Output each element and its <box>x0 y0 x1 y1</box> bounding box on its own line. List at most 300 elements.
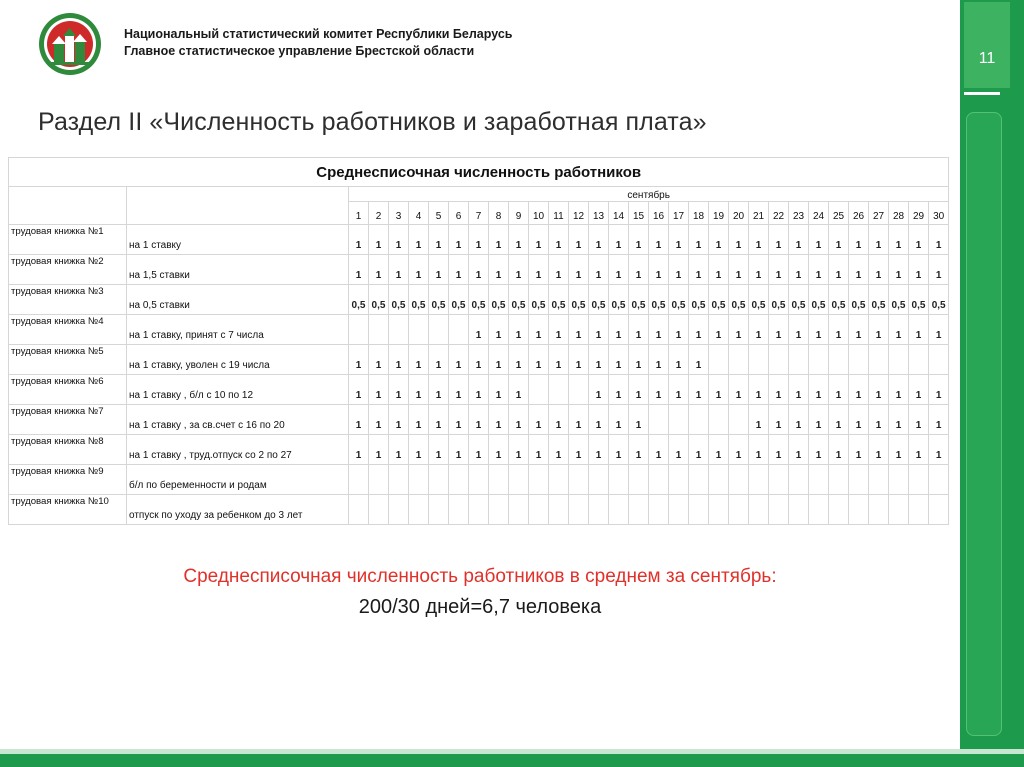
day-value-cell: 1 <box>749 225 769 255</box>
day-value-cell: 1 <box>789 225 809 255</box>
day-value-cell: 0,5 <box>529 285 549 315</box>
day-value-cell: 1 <box>809 375 829 405</box>
description-cell: на 0,5 ставки <box>127 285 349 315</box>
day-value-cell <box>589 465 609 495</box>
day-value-cell: 1 <box>649 435 669 465</box>
day-header: 10 <box>529 202 549 225</box>
day-value-cell <box>549 495 569 525</box>
day-value-cell: 1 <box>449 375 469 405</box>
day-header: 8 <box>489 202 509 225</box>
day-value-cell: 1 <box>449 345 469 375</box>
day-value-cell: 0,5 <box>589 285 609 315</box>
day-value-cell: 0,5 <box>729 285 749 315</box>
summary-formula: 200/30 дней=6,7 человека <box>358 596 602 618</box>
day-header: 18 <box>689 202 709 225</box>
page-number: 11 <box>978 50 996 67</box>
day-value-cell: 0,5 <box>709 285 729 315</box>
day-value-cell <box>429 465 449 495</box>
day-value-cell <box>829 465 849 495</box>
day-header: 11 <box>549 202 569 225</box>
day-value-cell <box>929 345 949 375</box>
table-row <box>9 435 949 465</box>
band-panel <box>966 112 1002 736</box>
day-value-cell: 1 <box>369 405 389 435</box>
day-value-cell <box>729 405 749 435</box>
day-value-cell: 0,5 <box>629 285 649 315</box>
day-value-cell: 0,5 <box>609 285 629 315</box>
day-value-cell: 1 <box>509 375 529 405</box>
day-value-cell: 1 <box>729 435 749 465</box>
day-value-cell <box>389 495 409 525</box>
day-value-cell <box>489 465 509 495</box>
day-value-cell <box>809 495 829 525</box>
day-value-cell <box>449 465 469 495</box>
table-heading: Среднесписочная численность работников <box>9 158 949 187</box>
day-value-cell: 1 <box>809 435 829 465</box>
day-header: 23 <box>789 202 809 225</box>
day-value-cell: 1 <box>649 225 669 255</box>
table-row <box>9 495 949 525</box>
day-header: 19 <box>709 202 729 225</box>
day-value-cell <box>649 495 669 525</box>
day-value-cell: 1 <box>409 375 429 405</box>
band-top-block <box>964 2 1010 88</box>
day-value-cell <box>849 465 869 495</box>
day-value-cell: 1 <box>829 225 849 255</box>
day-value-cell: 0,5 <box>849 285 869 315</box>
day-value-cell: 1 <box>909 255 929 285</box>
day-value-cell <box>629 495 649 525</box>
day-value-cell: 1 <box>509 225 529 255</box>
day-value-cell <box>469 495 489 525</box>
day-value-cell <box>829 495 849 525</box>
day-value-cell: 1 <box>729 315 749 345</box>
day-header: 3 <box>389 202 409 225</box>
day-value-cell: 1 <box>489 405 509 435</box>
band-divider <box>964 92 1000 95</box>
table-row <box>9 225 949 255</box>
description-cell: на 1 ставку , труд.отпуск со 2 по 27 <box>127 435 349 465</box>
day-value-cell: 1 <box>769 375 789 405</box>
day-value-cell <box>369 495 389 525</box>
day-value-cell: 1 <box>829 405 849 435</box>
day-value-cell: 1 <box>889 435 909 465</box>
day-value-cell <box>709 465 729 495</box>
day-value-cell: 1 <box>809 255 829 285</box>
day-value-cell <box>849 495 869 525</box>
day-value-cell: 1 <box>589 315 609 345</box>
section-title: Раздел II «Численность работников и заработная плата» <box>38 108 707 136</box>
day-value-cell: 1 <box>529 225 549 255</box>
day-value-cell <box>569 465 589 495</box>
day-value-cell: 1 <box>349 435 369 465</box>
day-header: 4 <box>409 202 429 225</box>
record-book-cell: трудовая книжка №1 <box>9 225 127 255</box>
description-cell: на 1 ставку, принят с 7 числа <box>127 315 349 345</box>
day-header: 24 <box>809 202 829 225</box>
day-value-cell: 1 <box>389 405 409 435</box>
day-value-cell: 1 <box>789 315 809 345</box>
record-book-cell: трудовая книжка №7 <box>9 405 127 435</box>
day-header: 28 <box>889 202 909 225</box>
org-line-1: Национальный статистический комитет Республики Беларусь <box>124 27 513 41</box>
day-value-cell: 1 <box>389 255 409 285</box>
day-value-cell: 1 <box>409 435 429 465</box>
table-row <box>9 465 949 495</box>
day-value-cell: 1 <box>349 255 369 285</box>
day-value-cell <box>869 465 889 495</box>
day-value-cell <box>789 495 809 525</box>
day-value-cell: 1 <box>889 375 909 405</box>
day-value-cell: 1 <box>429 225 449 255</box>
day-header: 30 <box>929 202 949 225</box>
day-value-cell <box>349 495 369 525</box>
day-value-cell: 0,5 <box>409 285 429 315</box>
day-header: 20 <box>729 202 749 225</box>
day-value-cell <box>909 495 929 525</box>
record-book-cell: трудовая книжка №8 <box>9 435 127 465</box>
day-value-cell: 1 <box>609 405 629 435</box>
day-value-cell: 1 <box>449 435 469 465</box>
day-value-cell: 1 <box>549 225 569 255</box>
description-cell: на 1 ставку <box>127 225 349 255</box>
day-value-cell <box>349 315 369 345</box>
day-value-cell <box>369 315 389 345</box>
day-value-cell <box>529 495 549 525</box>
day-value-cell <box>589 495 609 525</box>
day-value-cell <box>389 315 409 345</box>
day-value-cell: 1 <box>689 225 709 255</box>
day-value-cell: 0,5 <box>469 285 489 315</box>
day-value-cell: 1 <box>869 315 889 345</box>
day-value-cell: 0,5 <box>649 285 669 315</box>
day-value-cell: 1 <box>829 255 849 285</box>
day-value-cell <box>889 465 909 495</box>
day-value-cell: 1 <box>649 255 669 285</box>
day-header: 6 <box>449 202 469 225</box>
day-value-cell: 1 <box>609 225 629 255</box>
day-value-cell <box>749 345 769 375</box>
day-value-cell: 1 <box>849 405 869 435</box>
day-value-cell: 1 <box>429 435 449 465</box>
day-value-cell: 1 <box>809 405 829 435</box>
table-row <box>9 345 949 375</box>
day-value-cell: 1 <box>589 255 609 285</box>
day-value-cell: 1 <box>669 435 689 465</box>
day-header: 26 <box>849 202 869 225</box>
bottom-strip <box>0 754 1024 767</box>
day-value-cell <box>869 495 889 525</box>
day-value-cell <box>489 495 509 525</box>
coat-of-arms-logo <box>38 12 102 76</box>
record-book-cell: трудовая книжка №10 <box>9 495 127 525</box>
day-header: 7 <box>469 202 489 225</box>
day-value-cell: 0,5 <box>809 285 829 315</box>
day-value-cell: 1 <box>529 255 549 285</box>
record-book-cell: трудовая книжка №6 <box>9 375 127 405</box>
day-value-cell: 1 <box>629 435 649 465</box>
day-value-cell: 1 <box>789 255 809 285</box>
day-value-cell <box>369 465 389 495</box>
table-heading-row <box>9 158 949 187</box>
day-value-cell <box>829 345 849 375</box>
day-value-cell: 1 <box>389 345 409 375</box>
day-value-cell: 1 <box>509 345 529 375</box>
day-value-cell: 1 <box>549 405 569 435</box>
day-value-cell: 1 <box>669 375 689 405</box>
day-value-cell: 1 <box>429 405 449 435</box>
day-value-cell <box>909 465 929 495</box>
day-value-cell: 0,5 <box>749 285 769 315</box>
day-header: 1 <box>349 202 369 225</box>
day-value-cell <box>789 345 809 375</box>
day-value-cell: 1 <box>609 375 629 405</box>
day-value-cell: 1 <box>849 225 869 255</box>
day-value-cell: 1 <box>909 375 929 405</box>
day-value-cell: 0,5 <box>909 285 929 315</box>
day-value-cell <box>909 345 929 375</box>
day-value-cell: 1 <box>649 315 669 345</box>
day-value-cell: 1 <box>509 405 529 435</box>
day-value-cell: 1 <box>529 405 549 435</box>
day-value-cell: 1 <box>849 315 869 345</box>
day-value-cell: 1 <box>409 345 429 375</box>
day-value-cell <box>769 465 789 495</box>
day-value-cell <box>609 465 629 495</box>
day-value-cell: 0,5 <box>689 285 709 315</box>
day-value-cell: 1 <box>829 315 849 345</box>
day-value-cell <box>929 465 949 495</box>
day-value-cell: 1 <box>369 375 389 405</box>
day-value-cell <box>729 465 749 495</box>
day-value-cell <box>569 375 589 405</box>
day-value-cell <box>529 465 549 495</box>
day-value-cell: 1 <box>489 255 509 285</box>
day-value-cell: 1 <box>909 405 929 435</box>
day-value-cell: 1 <box>509 255 529 285</box>
day-value-cell: 0,5 <box>769 285 789 315</box>
record-book-cell: трудовая книжка №3 <box>9 285 127 315</box>
day-value-cell <box>729 345 749 375</box>
day-header: 12 <box>569 202 589 225</box>
description-cell: отпуск по уходу за ребенком до 3 лет <box>127 495 349 525</box>
day-value-cell <box>609 495 629 525</box>
day-header: 16 <box>649 202 669 225</box>
day-value-cell: 1 <box>709 315 729 345</box>
day-value-cell: 1 <box>349 375 369 405</box>
day-value-cell <box>529 375 549 405</box>
day-value-cell: 0,5 <box>929 285 949 315</box>
day-value-cell <box>409 495 429 525</box>
day-value-cell: 1 <box>869 435 889 465</box>
day-value-cell: 0,5 <box>349 285 369 315</box>
day-value-cell: 1 <box>429 255 449 285</box>
day-value-cell: 1 <box>629 345 649 375</box>
day-value-cell: 1 <box>769 435 789 465</box>
day-value-cell <box>729 495 749 525</box>
day-value-cell: 0,5 <box>789 285 809 315</box>
day-value-cell <box>509 495 529 525</box>
day-value-cell: 1 <box>609 345 629 375</box>
day-value-cell <box>689 495 709 525</box>
day-value-cell: 1 <box>689 375 709 405</box>
day-value-cell: 1 <box>469 435 489 465</box>
day-value-cell <box>429 495 449 525</box>
day-value-cell: 0,5 <box>369 285 389 315</box>
day-value-cell: 1 <box>429 375 449 405</box>
day-value-cell: 1 <box>849 255 869 285</box>
day-header: 25 <box>829 202 849 225</box>
day-value-cell <box>669 465 689 495</box>
description-cell: на 1,5 ставки <box>127 255 349 285</box>
day-value-cell: 1 <box>889 225 909 255</box>
day-header: 29 <box>909 202 929 225</box>
description-cell: б/л по беременности и родам <box>127 465 349 495</box>
day-value-cell <box>789 465 809 495</box>
day-value-cell: 1 <box>709 225 729 255</box>
day-value-cell: 1 <box>589 225 609 255</box>
day-value-cell: 1 <box>669 255 689 285</box>
day-value-cell: 1 <box>589 375 609 405</box>
day-value-cell: 1 <box>549 315 569 345</box>
day-value-cell: 1 <box>909 315 929 345</box>
org-line-2: Главное статистическое управление Брестской области <box>124 44 475 58</box>
day-value-cell: 1 <box>929 375 949 405</box>
day-value-cell <box>809 465 829 495</box>
organization-header <box>124 26 512 60</box>
day-value-cell: 1 <box>649 375 669 405</box>
day-value-cell: 1 <box>629 375 649 405</box>
day-header: 14 <box>609 202 629 225</box>
day-value-cell <box>689 405 709 435</box>
day-header: 2 <box>369 202 389 225</box>
day-value-cell: 1 <box>369 225 389 255</box>
day-value-cell <box>509 465 529 495</box>
day-value-cell: 1 <box>869 375 889 405</box>
day-value-cell: 1 <box>749 435 769 465</box>
table-row <box>9 285 949 315</box>
day-value-cell: 1 <box>709 375 729 405</box>
table-row <box>9 255 949 285</box>
description-cell: на 1 ставку , б/л с 10 по 12 <box>127 375 349 405</box>
day-value-cell: 1 <box>669 345 689 375</box>
day-value-cell: 1 <box>449 405 469 435</box>
day-value-cell: 1 <box>669 315 689 345</box>
day-value-cell: 1 <box>789 435 809 465</box>
day-value-cell <box>649 465 669 495</box>
day-value-cell: 1 <box>469 375 489 405</box>
day-header: 17 <box>669 202 689 225</box>
day-value-cell: 1 <box>629 225 649 255</box>
day-value-cell: 0,5 <box>449 285 469 315</box>
day-value-cell <box>629 465 649 495</box>
day-value-cell <box>709 495 729 525</box>
day-value-cell: 1 <box>529 435 549 465</box>
day-value-cell: 1 <box>849 435 869 465</box>
day-value-cell: 1 <box>469 405 489 435</box>
month-row <box>9 187 949 202</box>
day-value-cell: 1 <box>689 255 709 285</box>
day-value-cell: 1 <box>549 345 569 375</box>
day-header: 9 <box>509 202 529 225</box>
day-value-cell: 1 <box>409 225 429 255</box>
day-value-cell: 1 <box>549 435 569 465</box>
day-value-cell <box>409 315 429 345</box>
day-value-cell: 1 <box>769 225 789 255</box>
day-value-cell <box>889 345 909 375</box>
day-value-cell: 1 <box>909 435 929 465</box>
table-row <box>9 315 949 345</box>
day-value-cell <box>449 315 469 345</box>
day-value-cell: 1 <box>729 375 749 405</box>
day-value-cell <box>549 465 569 495</box>
day-value-cell: 1 <box>769 405 789 435</box>
day-value-cell: 1 <box>469 315 489 345</box>
day-value-cell: 1 <box>349 345 369 375</box>
day-value-cell: 1 <box>749 375 769 405</box>
day-value-cell: 1 <box>809 315 829 345</box>
day-value-cell: 1 <box>469 225 489 255</box>
day-value-cell: 0,5 <box>889 285 909 315</box>
day-value-cell <box>389 465 409 495</box>
day-value-cell <box>669 405 689 435</box>
day-value-cell: 1 <box>449 255 469 285</box>
table-row <box>9 375 949 405</box>
day-value-cell <box>689 465 709 495</box>
employee-table <box>8 157 948 525</box>
day-value-cell: 0,5 <box>509 285 529 315</box>
day-value-cell: 1 <box>749 405 769 435</box>
day-value-cell: 1 <box>929 225 949 255</box>
day-value-cell: 1 <box>829 435 849 465</box>
day-value-cell <box>889 495 909 525</box>
day-value-cell: 0,5 <box>829 285 849 315</box>
day-value-cell: 1 <box>629 315 649 345</box>
day-value-cell: 1 <box>589 345 609 375</box>
day-value-cell: 1 <box>529 315 549 345</box>
record-book-cell: трудовая книжка №2 <box>9 255 127 285</box>
day-value-cell <box>669 495 689 525</box>
record-book-cell: трудовая книжка №5 <box>9 345 127 375</box>
day-value-cell: 1 <box>829 375 849 405</box>
day-value-cell: 1 <box>889 315 909 345</box>
day-header: 22 <box>769 202 789 225</box>
day-value-cell <box>349 465 369 495</box>
day-value-cell: 1 <box>509 435 529 465</box>
day-value-cell <box>429 315 449 345</box>
day-value-cell: 1 <box>449 225 469 255</box>
day-value-cell: 1 <box>369 255 389 285</box>
day-value-cell: 1 <box>709 255 729 285</box>
day-header: 13 <box>589 202 609 225</box>
day-value-cell: 0,5 <box>549 285 569 315</box>
day-value-cell: 0,5 <box>869 285 889 315</box>
day-value-cell: 1 <box>389 225 409 255</box>
month-label: сентябрь <box>349 187 949 202</box>
day-value-cell: 1 <box>349 405 369 435</box>
day-value-cell: 1 <box>369 345 389 375</box>
day-value-cell: 1 <box>869 255 889 285</box>
day-value-cell: 1 <box>429 345 449 375</box>
day-value-cell: 1 <box>609 435 629 465</box>
day-value-cell: 1 <box>489 435 509 465</box>
day-value-cell: 1 <box>729 255 749 285</box>
day-value-cell: 1 <box>689 345 709 375</box>
day-value-cell: 1 <box>669 225 689 255</box>
day-value-cell: 1 <box>409 405 429 435</box>
day-value-cell: 1 <box>589 405 609 435</box>
day-value-cell: 1 <box>729 225 749 255</box>
